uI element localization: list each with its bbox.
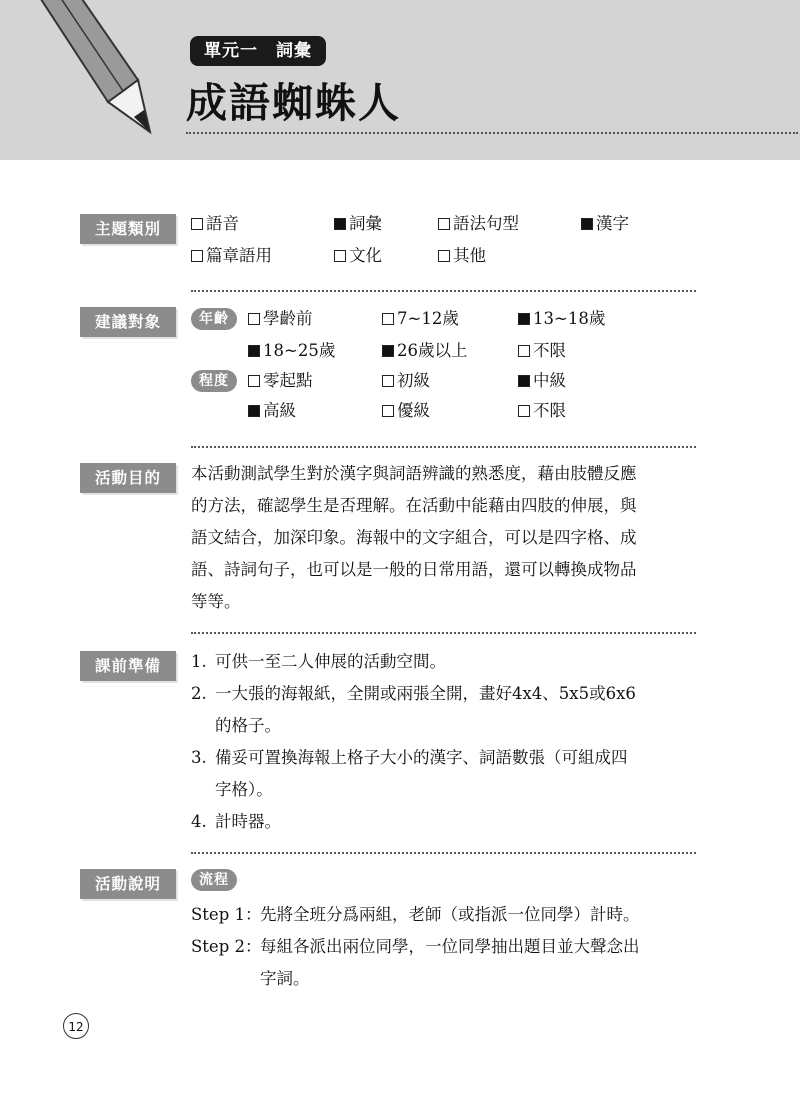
checkbox-checked-icon bbox=[334, 218, 346, 230]
prep-item-number: 3. bbox=[191, 748, 207, 767]
checkbox-icon bbox=[438, 250, 450, 262]
level-option[interactable]: 初級 bbox=[382, 369, 430, 393]
topic-option[interactable]: 詞彙 bbox=[334, 212, 382, 236]
level-option[interactable]: 高級 bbox=[248, 399, 296, 423]
unit-tag: 單元一 詞彙 bbox=[190, 36, 326, 66]
section-label-preparation: 課前準備 bbox=[80, 651, 176, 681]
checkbox-icon bbox=[382, 375, 394, 387]
checkbox-checked-icon bbox=[518, 313, 530, 325]
step-text: 先將全班分爲兩組，老師（或指派一位同學）計時。 bbox=[260, 905, 640, 924]
flow-pill: 流程 bbox=[191, 869, 237, 891]
checkbox-icon bbox=[191, 218, 203, 230]
step-label: Step 1： bbox=[191, 905, 262, 924]
header-divider bbox=[186, 132, 798, 134]
topic-option[interactable]: 篇章語用 bbox=[191, 244, 272, 268]
level-option[interactable]: 不限 bbox=[518, 399, 566, 423]
age-option[interactable]: 26歲以上 bbox=[382, 339, 468, 363]
checkbox-icon bbox=[191, 250, 203, 262]
level-option[interactable]: 零起點 bbox=[248, 369, 313, 393]
checkbox-icon bbox=[382, 405, 394, 417]
age-option[interactable]: 7~12歲 bbox=[382, 307, 459, 331]
checkbox-checked-icon bbox=[581, 218, 593, 230]
purpose-line: 語、詩詞句子，也可以是一般的日常用語，還可以轉換成物品 bbox=[191, 560, 637, 579]
age-option[interactable]: 18~25歲 bbox=[248, 339, 335, 363]
prep-item-text: 計時器。 bbox=[215, 812, 281, 831]
checkbox-checked-icon bbox=[518, 375, 530, 387]
topic-option[interactable]: 語音 bbox=[191, 212, 239, 236]
page-title: 成語蜘蛛人 bbox=[186, 79, 401, 127]
pencil-icon bbox=[0, 0, 170, 150]
checkbox-icon bbox=[518, 345, 530, 357]
section-divider bbox=[191, 290, 696, 292]
prep-item-text: 字格）。 bbox=[215, 780, 273, 799]
prep-item-text: 的格子。 bbox=[215, 716, 281, 735]
purpose-line: 本活動測試學生對於漢字與詞語辨識的熟悉度，藉由肢體反應 bbox=[191, 464, 637, 483]
age-option[interactable]: 學齡前 bbox=[248, 307, 313, 331]
age-pill: 年齡 bbox=[191, 308, 237, 330]
checkbox-icon bbox=[438, 218, 450, 230]
section-label-description: 活動說明 bbox=[80, 869, 176, 899]
topic-option[interactable]: 文化 bbox=[334, 244, 382, 268]
checkbox-icon bbox=[382, 313, 394, 325]
section-divider bbox=[191, 632, 696, 634]
section-divider bbox=[191, 852, 696, 854]
step-text: 每組各派出兩位同學，一位同學抽出題目並大聲念出 bbox=[260, 937, 640, 956]
prep-item-text: 備妥可置換海報上格子大小的漢字、詞語數張（可組成四 bbox=[215, 748, 628, 767]
purpose-line: 的方法，確認學生是否理解。在活動中能藉由四肢的伸展，與 bbox=[191, 496, 637, 515]
purpose-line: 等等。 bbox=[191, 592, 241, 611]
level-option[interactable]: 優級 bbox=[382, 399, 430, 423]
step-label: Step 2： bbox=[191, 937, 262, 956]
prep-item-number: 1. bbox=[191, 652, 207, 671]
level-option[interactable]: 中級 bbox=[518, 369, 566, 393]
purpose-line: 語文結合，加深印象。海報中的文字組合，可以是四字格、成 bbox=[191, 528, 637, 547]
prep-item-number: 2. bbox=[191, 684, 207, 703]
checkbox-checked-icon bbox=[248, 345, 260, 357]
age-option[interactable]: 不限 bbox=[518, 339, 566, 363]
prep-item-text: 可供一至二人伸展的活動空間。 bbox=[215, 652, 446, 671]
topic-option[interactable]: 語法句型 bbox=[438, 212, 519, 236]
page-number: 12 bbox=[63, 1013, 89, 1039]
topic-option[interactable]: 其他 bbox=[438, 244, 486, 268]
step-text: 字詞。 bbox=[260, 969, 310, 988]
section-label-topic: 主題類別 bbox=[80, 214, 176, 244]
topic-option[interactable]: 漢字 bbox=[581, 212, 629, 236]
checkbox-checked-icon bbox=[382, 345, 394, 357]
prep-item-number: 4. bbox=[191, 812, 207, 831]
section-label-purpose: 活動目的 bbox=[80, 463, 176, 493]
checkbox-icon bbox=[334, 250, 346, 262]
age-option[interactable]: 13~18歲 bbox=[518, 307, 605, 331]
level-pill: 程度 bbox=[191, 370, 237, 392]
checkbox-icon bbox=[518, 405, 530, 417]
checkbox-icon bbox=[248, 375, 260, 387]
checkbox-checked-icon bbox=[248, 405, 260, 417]
checkbox-icon bbox=[248, 313, 260, 325]
section-label-audience: 建議對象 bbox=[80, 307, 176, 337]
section-divider bbox=[191, 446, 696, 448]
prep-item-text: 一大張的海報紙，全開或兩張全開，畫好4x4、5x5或6x6 bbox=[215, 684, 636, 703]
